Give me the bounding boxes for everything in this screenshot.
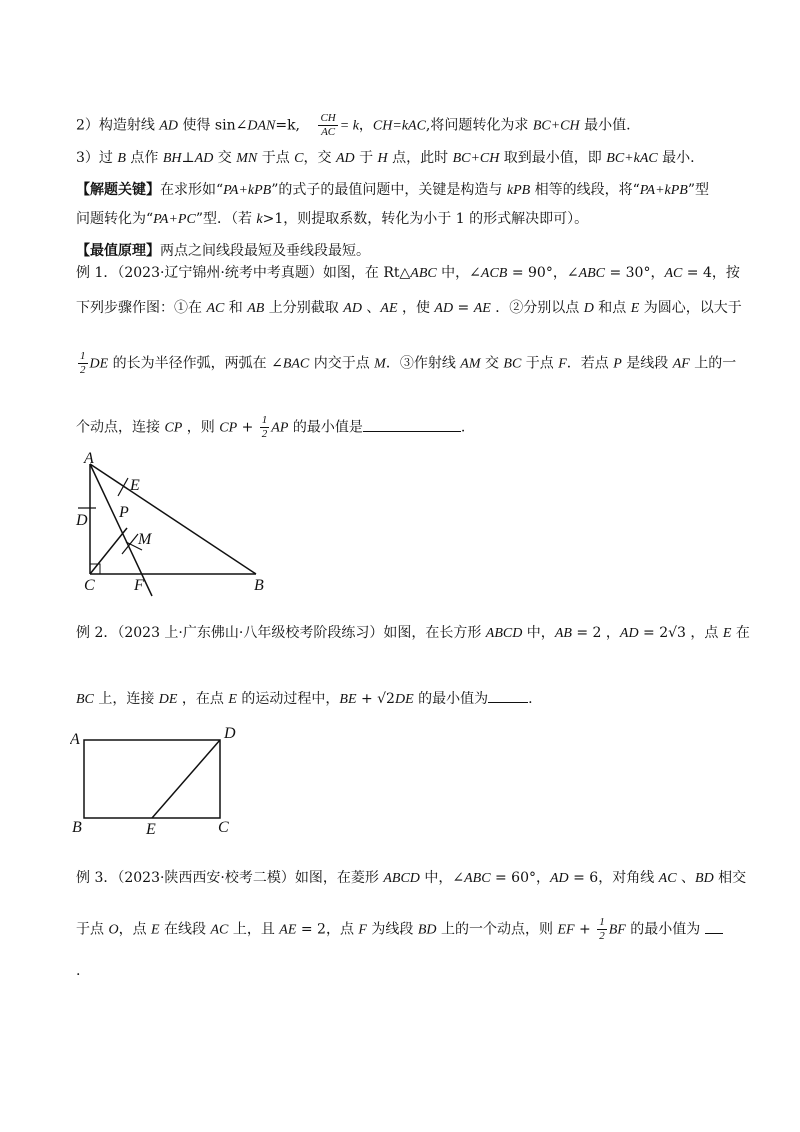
ex3-line-1: 例 3．（2023·陕西西安·校考二模）如图，在菱形 ABCD 中，∠ABC = 60°，AD = 6，对角线 AC 、BD 相交 — [76, 870, 747, 886]
label-P: P — [119, 504, 129, 521]
answer-blank[interactable] — [363, 419, 461, 432]
label-F: F — [134, 577, 144, 594]
answer-blank[interactable] — [705, 921, 723, 934]
label-B: B — [72, 819, 82, 836]
fraction-one-half: $\frac{1}{2}$ — [599, 916, 605, 942]
text-line-key-point: 【解题关键】在求形如“PA+kPB”的式子的最值问题中，关键是构造与 kPB 相等的线段，将“PA+kPB”型 — [76, 182, 710, 198]
label-A: A — [70, 731, 80, 748]
text-line-principle: 【最值原理】两点之间线段最短及垂线段最短。 — [76, 243, 370, 259]
label-D: D — [76, 512, 88, 529]
label-E: E — [130, 477, 140, 494]
ex1-line-3: $\frac{1}{2}$ DE 的长为半径作弧，两弧在 ∠BAC 内交于点 M．③作射线 AM 交 BC 于点 F．若点 P 是线段 AF 上的一 — [80, 350, 737, 376]
section-title-key: 【解题关键】 — [76, 182, 160, 198]
answer-blank[interactable] — [488, 690, 528, 703]
fraction-ch-ac: $\frac{CH}{AC}$ — [320, 112, 336, 138]
label-C: C — [84, 577, 95, 594]
ex1-line-2: 下列步骤作图：①在 AC 和 AB 上分别截取 AD 、AE ，使 AD = AE ．②分别以点 D 和点 E 为圆心，以大于 — [76, 300, 742, 316]
figure-rectangle-abcd — [70, 724, 250, 839]
ex3-line-3: . — [76, 963, 81, 979]
ex3-line-2: 于点 O，点 E 在线段 AC 上，且 AE = 2，点 F 为线段 BD 上的一个动点，则 EF + $\frac{1}{2}$ BF 的最小值为 — [76, 916, 723, 943]
ex2-line-1: 例 2．（2023 上·广东佛山·八年级校考阶段练习）如图，在长方形 ABCD 中，AB = 2 ，AD = 2√3 ，点 E 在 — [76, 625, 750, 641]
text-line-key-point-2: 问题转化为“PA+PC”型．（若 k>1，则提取系数，转化为小于 1 的形式解决即可）。 — [76, 211, 589, 227]
label-M: M — [138, 531, 152, 548]
label-B: B — [254, 577, 264, 594]
text-line-step3: 3）过 B 点作 BH⊥AD 交 MN 于点 C，交 AD 于 H 点，此时 BC+CH 取到最小值，即 BC+kAC 最小. — [76, 150, 695, 166]
label-C: C — [218, 819, 229, 836]
ex2-line-2: BC 上，连接 DE ，在点 E 的运动过程中，BE + √2DE 的最小值为 . — [76, 691, 533, 707]
fraction-one-half: $\frac{1}{2}$ — [80, 350, 86, 376]
label-A: A — [84, 450, 94, 467]
ex1-line-4: 个动点，连接 CP ，则 CP + $\frac{1}{2}$ AP 的最小值是 . — [76, 414, 466, 440]
label-E: E — [146, 821, 156, 838]
fraction-one-half: $\frac{1}{2}$ — [261, 414, 268, 440]
figure-triangle-abc — [70, 448, 280, 598]
section-title-principle: 【最值原理】 — [76, 243, 160, 259]
text-line-step2: 2）构造射线 AD 使得 sin∠DAN=k, $\frac{CH}{AC}$ = k，CH=kAC,将问题转化为求 BC+CH 最小值. — [76, 112, 631, 138]
ex1-line-1: 例 1．（2023·辽宁锦州·统考中考真题）如图，在 Rt△ABC 中，∠ACB = 90°，∠ABC = 30°，AC = 4，按 — [76, 265, 740, 281]
label-D: D — [224, 725, 236, 742]
